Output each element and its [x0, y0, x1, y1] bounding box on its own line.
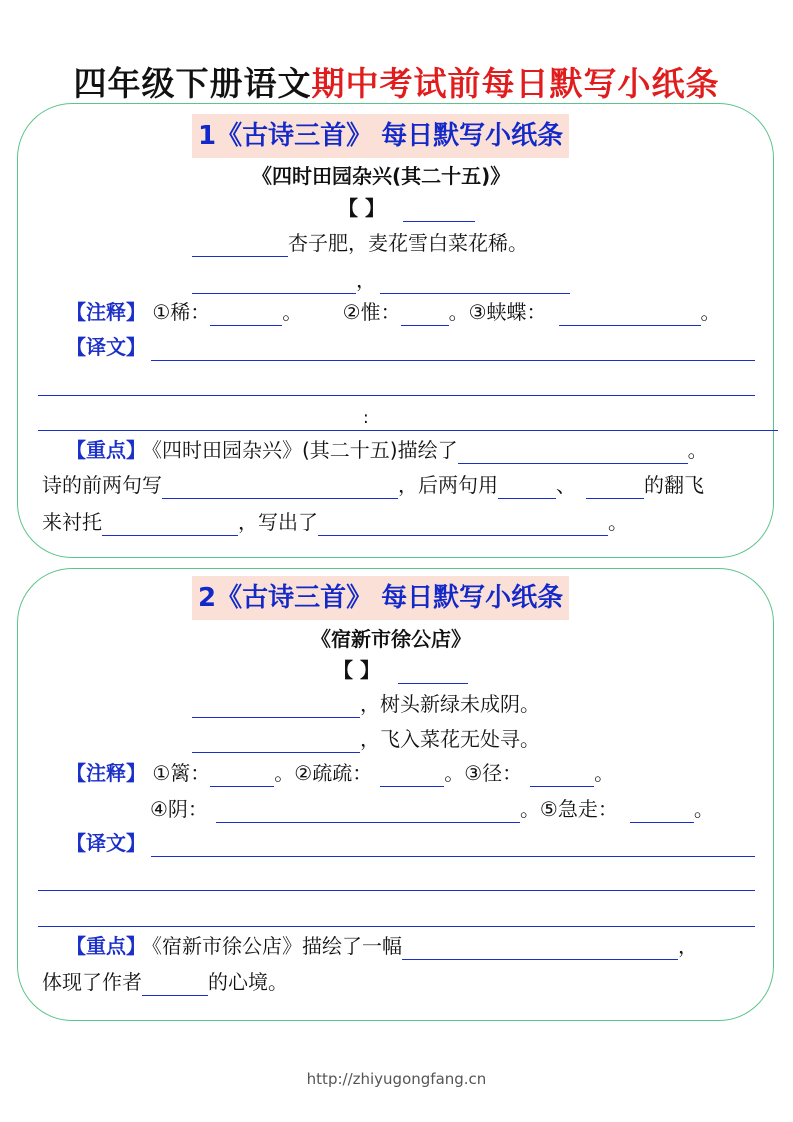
card2-note2-blank[interactable] [380, 764, 444, 787]
card2-notes-row1 [66, 759, 614, 787]
card2-focus-label: 【重点】 [66, 934, 146, 958]
card1-focus-text2a: 诗的前两句写 [42, 473, 162, 497]
card2-note3-blank[interactable] [530, 764, 594, 787]
card1-heading: 1《古诗三首》 每日默写小纸条 [192, 114, 569, 158]
title-black: 四年级下册语文 [73, 64, 312, 103]
card1-notes-label: 【注释】 [66, 300, 146, 324]
card1-focus-period1: 。 [687, 438, 708, 462]
card1-trans-line1[interactable] [151, 360, 755, 361]
card1-line2-blank-b[interactable] [380, 271, 570, 294]
card2-poem-line1 [192, 690, 540, 718]
card2-focus-text2b: 的心境。 [208, 970, 288, 994]
card1-focus-text3b: ，写出了 [238, 510, 318, 534]
card1-line1-text: 杏子肥，麦花雪白菜花稀。 [288, 231, 528, 255]
card2-notes-row2 [150, 795, 714, 823]
card1-focus-text2d: 的翻飞 [644, 473, 704, 497]
card1-note3: 。③蛱蝶： [448, 300, 547, 324]
card1-note1: ①稀： [152, 300, 211, 324]
card2-line1-blank[interactable] [192, 695, 360, 718]
card2-line1-text: ，树头新绿未成阴。 [360, 692, 540, 716]
card1-comma: ， [356, 268, 376, 292]
card2-focus-comma: ， [678, 934, 698, 958]
card2-heading: 2《古诗三首》 每日默写小纸条 [192, 576, 569, 620]
card1-notes-row [66, 298, 721, 326]
card1-poem-line2 [192, 266, 570, 294]
card1-focus-row1 [66, 436, 708, 464]
card1-note1-period: 。 [282, 300, 303, 324]
card2-note4: ④阴： [150, 797, 208, 821]
card2-notes-label: 【注释】 [66, 761, 146, 785]
card1-bracket: 【 】 [338, 196, 385, 220]
card1-focus-label: 【重点】 [66, 438, 146, 462]
card1-colon: : [363, 408, 369, 428]
card2-line2-text: ，飞入菜花无处寻。 [360, 727, 540, 751]
card2-poem-line2 [192, 725, 540, 753]
card2-note5-blank[interactable] [630, 800, 694, 823]
card2-author-row [333, 656, 468, 684]
card1-focus-blank5[interactable] [102, 513, 238, 536]
card1-note2-blank[interactable] [401, 303, 449, 326]
card2-bracket: 【 】 [333, 658, 380, 682]
card1-focus-row3 [42, 508, 628, 536]
card1-focus-period2: 。 [608, 510, 628, 534]
card2-note1-blank[interactable] [210, 764, 274, 787]
card1-focus-blank4[interactable] [586, 476, 644, 499]
card2-line2-blank[interactable] [192, 730, 360, 753]
card1-note3-period: 。 [700, 300, 721, 324]
card1-focus-text1: 《四时田园杂兴》(其二十五)描绘了 [152, 438, 458, 462]
card2-note2: 。②疏疏： [274, 761, 373, 785]
card1-focus-text2c: 、 [556, 473, 576, 497]
card2-trans-label: 【译文】 [66, 831, 146, 855]
card1-poem-line1 [192, 229, 528, 257]
card2-focus-text2a: 体现了作者 [42, 970, 142, 994]
card2-poem-title: 《宿新市徐公店》 [311, 627, 471, 651]
card2-note5-period: 。 [693, 797, 714, 821]
card1-author-row [338, 194, 475, 222]
card1-note3-blank[interactable] [559, 303, 701, 326]
card2-note4-blank[interactable] [216, 800, 520, 823]
card2-translation-row [66, 829, 146, 857]
card1-line1-blank[interactable] [192, 234, 288, 257]
footer-url[interactable]: http://zhiyugongfang.cn [306, 1070, 487, 1088]
page-title [0, 58, 793, 105]
card1-author-blank[interactable] [403, 199, 475, 222]
card2-focus-row1 [66, 932, 698, 960]
card1-focus-row2 [42, 471, 704, 499]
card1-focus-text3a: 来衬托 [42, 510, 102, 534]
card2-trans-line3[interactable] [38, 926, 755, 927]
card1-focus-blank3[interactable] [498, 476, 556, 499]
card2-trans-line2[interactable] [38, 890, 755, 891]
card1-note2: ②惟： [342, 300, 401, 324]
card2-note1: ①篱： [152, 761, 211, 785]
card1-focus-blank6[interactable] [318, 513, 608, 536]
card1-trans-line3[interactable] [38, 430, 778, 431]
card2-author-blank[interactable] [398, 661, 468, 684]
card1-focus-blank1[interactable] [458, 441, 688, 464]
card2-focus-row2 [42, 968, 288, 996]
card1-line2-blank-a[interactable] [192, 271, 356, 294]
card2-focus-blank2[interactable] [142, 973, 208, 996]
card2-note3-period: 。 [594, 761, 615, 785]
card2-note3: 。③径： [444, 761, 523, 785]
card1-translation-row [66, 333, 146, 361]
card2-focus-blank1[interactable] [402, 937, 678, 960]
title-red: 期中考试前每日默写小纸条 [311, 64, 720, 103]
card2-note5: 。⑤急走： [519, 797, 618, 821]
card1-focus-text2b: ，后两句用 [398, 473, 498, 497]
card1-trans-label: 【译文】 [66, 335, 146, 359]
card2-focus-text1: 《宿新市徐公店》描绘了一幅 [152, 934, 402, 958]
card1-trans-line2[interactable] [38, 395, 755, 396]
card1-note1-blank[interactable] [210, 303, 282, 326]
card1-focus-blank2[interactable] [162, 476, 398, 499]
card2-trans-line1[interactable] [151, 856, 755, 857]
card1-poem-title: 《四时田园杂兴(其二十五)》 [252, 164, 511, 188]
